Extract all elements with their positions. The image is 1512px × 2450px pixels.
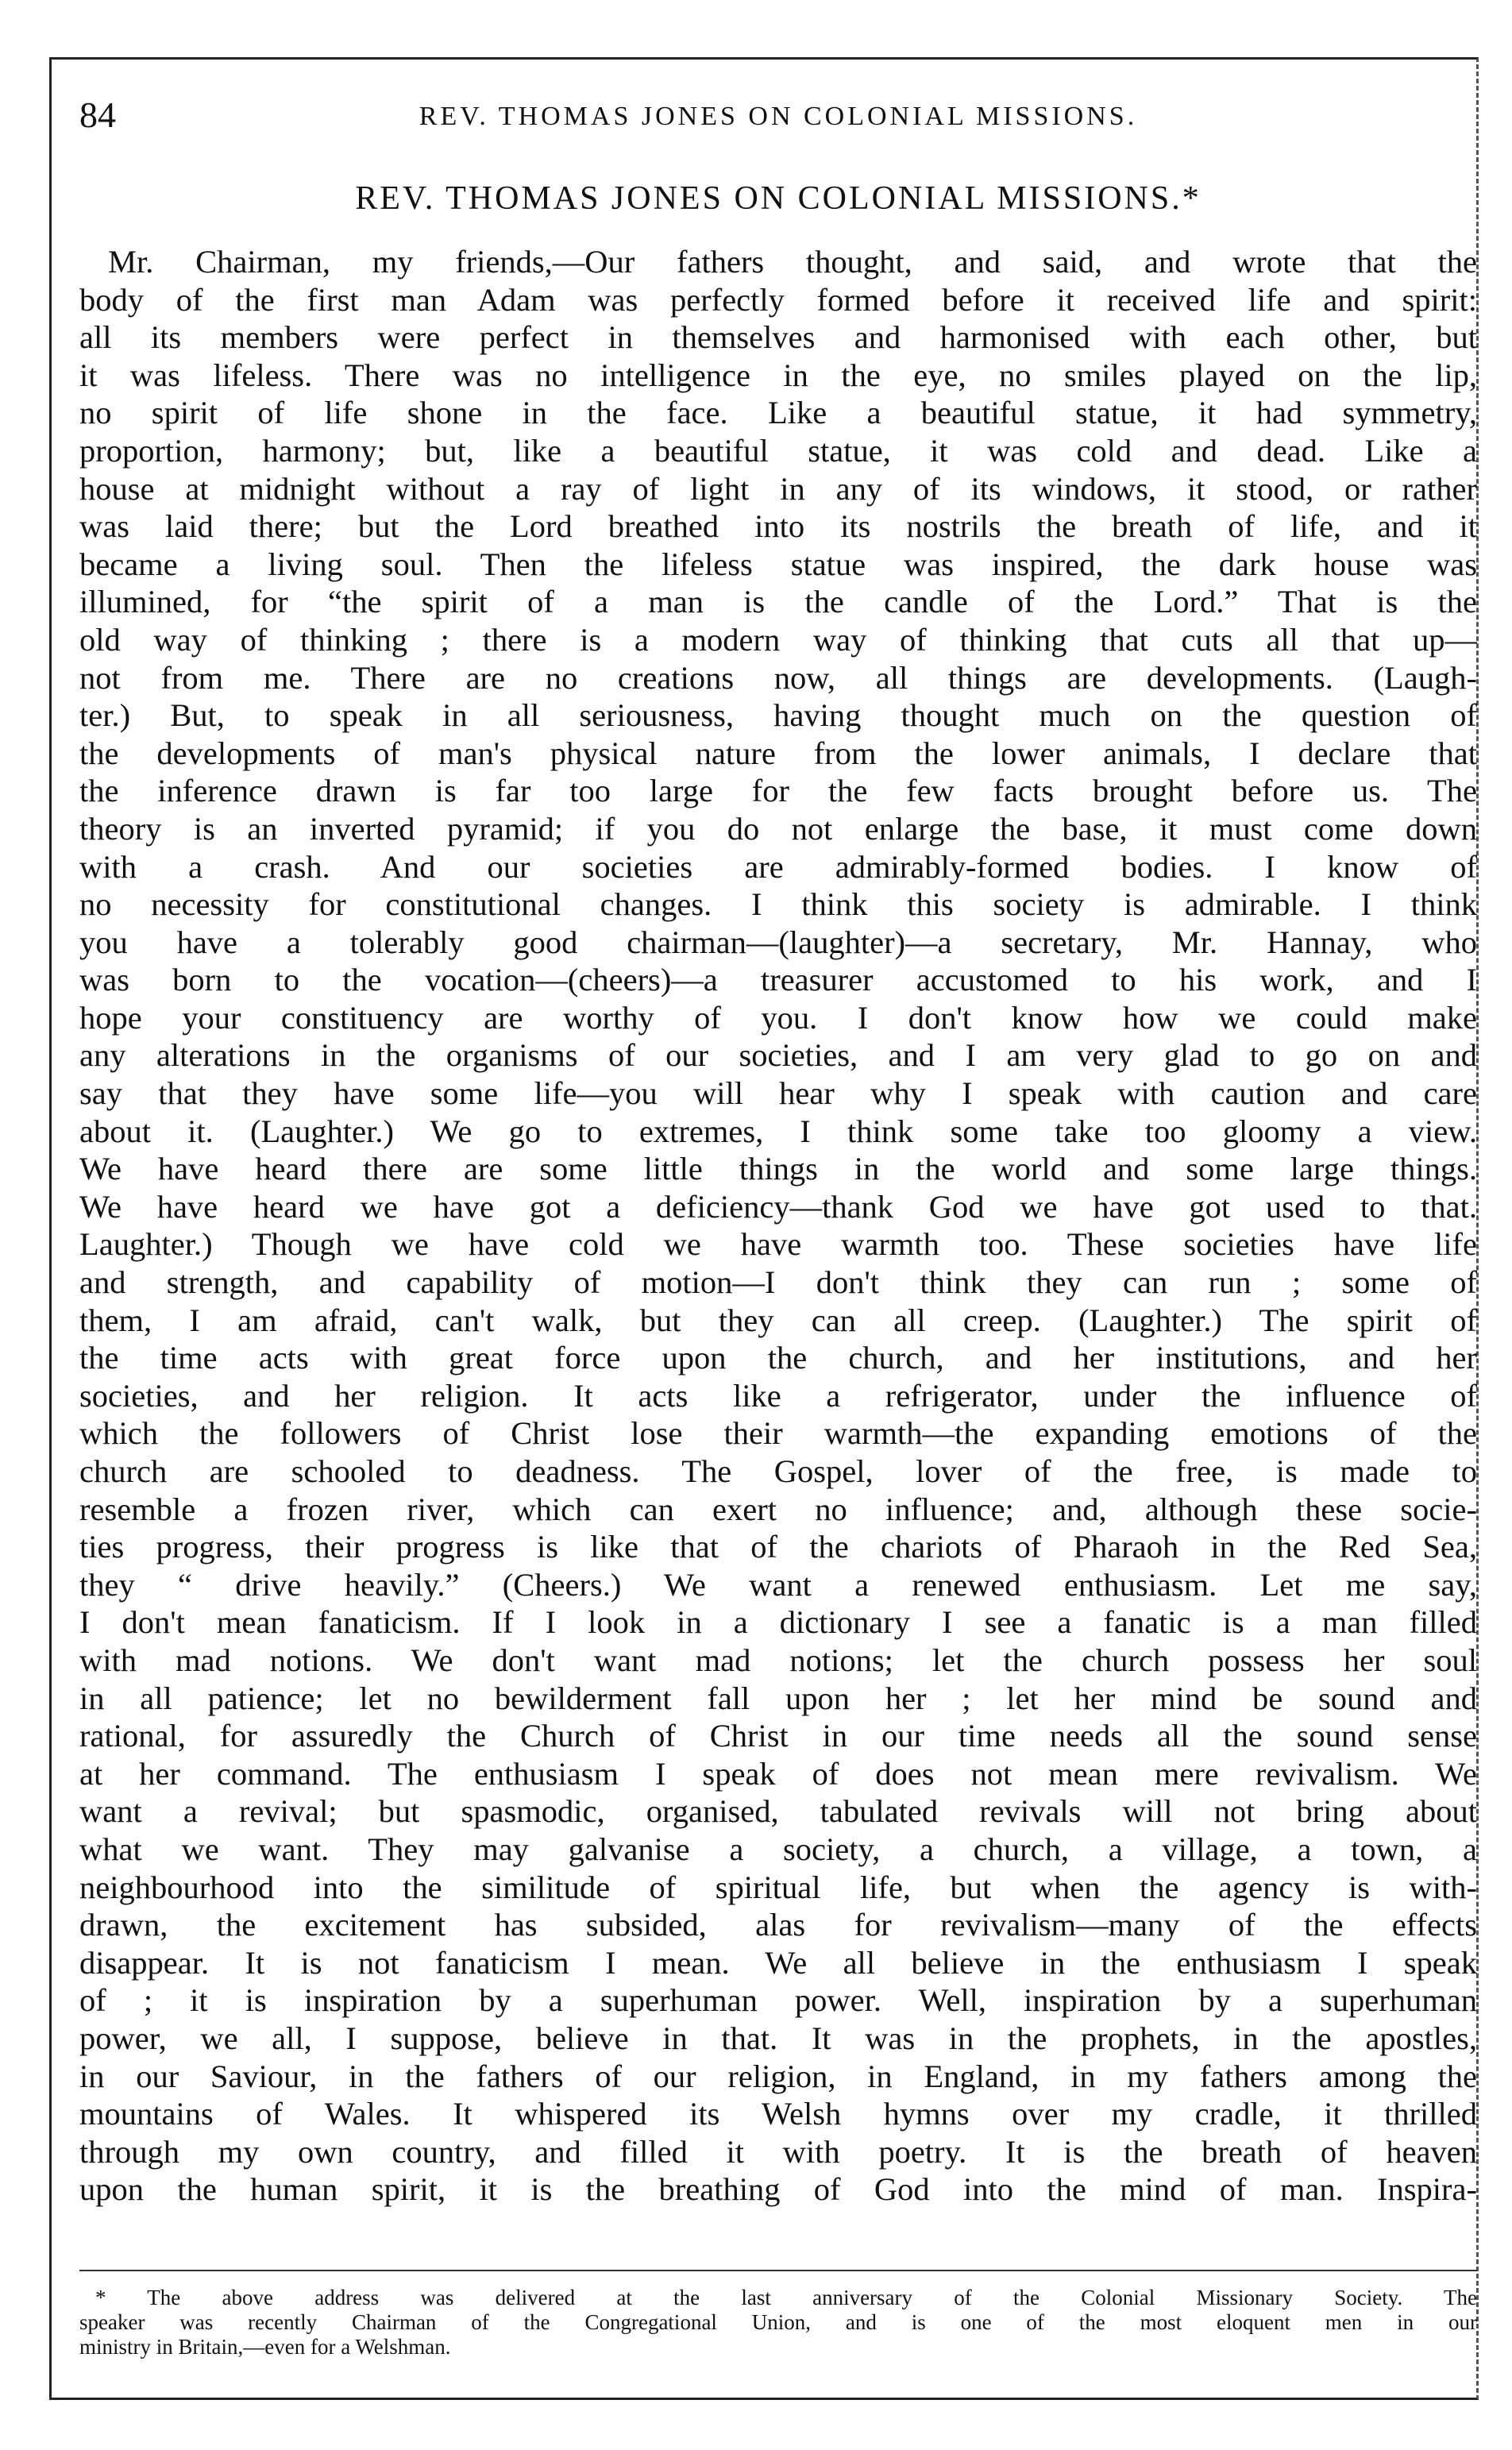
body-line: drawn, the excitement has subsided, alas for revivalism—many of the effects (79, 1907, 1477, 1943)
page-number: 84 (79, 95, 116, 135)
body-line: all its members were perfect in themselves and harmonised with each other, but (79, 319, 1477, 356)
body-line: We have heard there are some little things in the world and some large things. (79, 1151, 1477, 1187)
body-line: ties progress, their progress is like that of the chariots of Pharaoh in the Red Sea, (79, 1529, 1477, 1565)
body-line: which the followers of Christ lose their warmth—the expanding emotions of the (79, 1415, 1477, 1452)
body-line: not from me. There are no creations now, all things are developments. (Laugh- (79, 659, 1477, 696)
body-line: was born to the vocation—(cheers)—a treasurer accustomed to his work, and I (79, 962, 1477, 998)
article-title: REV. THOMAS JONES ON COLONIAL MISSIONS.* (355, 180, 1202, 217)
body-line: in our Saviour, in the fathers of our religion, in England, in my fathers among the (79, 2058, 1477, 2094)
body-line: no necessity for constitutional changes. I think this society is admirable. I think (79, 886, 1477, 923)
body-line: about it. (Laughter.) We go to extremes, I think some take too gloomy a view. (79, 1113, 1477, 1149)
body-line: say that they have some life—you will hear why I speak with caution and care (79, 1075, 1477, 1112)
body-line: the developments of man's physical nature from the lower animals, I declare that (79, 735, 1477, 771)
running-head (79, 94, 1477, 149)
body-line: church are schooled to deadness. The Gospel, lover of the free, is made to (79, 1453, 1477, 1489)
body-line: it was lifeless. There was no intelligence in the eye, no smiles played on the lip, (79, 357, 1477, 393)
body-line: upon the human spirit, it is the breathing of God into the mind of man. Inspira- (79, 2171, 1477, 2208)
body-line: became a living soul. Then the lifeless statue was inspired, the dark house was (79, 546, 1477, 582)
body-line: at her command. The enthusiasm I speak of does not mean mere revivalism. We (79, 1755, 1477, 1792)
body-line: Mr. Chairman, my friends,—Our fathers thought, and said, and wrote that the (108, 244, 1477, 280)
body-line: illumined, for “the spirit of a man is the candle of the Lord.” That is the (79, 584, 1477, 620)
running-title: REV. THOMAS JONES ON COLONIAL MISSIONS. (418, 102, 1138, 131)
body-line: mountains of Wales. It whispered its Welsh hymns over my cradle, it thrilled (79, 2096, 1477, 2132)
body-line: body of the first man Adam was perfectly formed before it received life and spirit: (79, 281, 1477, 318)
body-line: with a crash. And our societies are admirably-formed bodies. I know of (79, 848, 1477, 885)
footnote-line: * The above address was delivered at the last anniversary of the Colonial Missionary Society. The (95, 2286, 1477, 2309)
body-line: old way of thinking ; there is a modern way of thinking that cuts all that up— (79, 621, 1477, 658)
body-line: the time acts with great force upon the church, and her institutions, and her (79, 1340, 1477, 1376)
footnote-rule (79, 2270, 1477, 2271)
body-line: and strength, and capability of motion—I don't think they can run ; some of (79, 1264, 1477, 1301)
body-line: disappear. It is not fanaticism I mean. We all believe in the enthusiasm I speak (79, 1944, 1477, 1981)
body-line: in all patience; let no bewilderment fall upon her ; let her mind be sound and (79, 1680, 1477, 1716)
body-line: no spirit of life shone in the face. Like a beautiful statue, it had symmetry, (79, 395, 1477, 431)
body-line: they “ drive heavily.” (Cheers.) We want a renewed enthusiasm. Let me say, (79, 1566, 1477, 1603)
body-line: want a revival; but spasmodic, organised, tabulated revivals will not bring about (79, 1793, 1477, 1830)
body-line: them, I am afraid, can't walk, but they can all creep. (Laughter.) The spirit of (79, 1302, 1477, 1338)
body-line: was laid there; but the Lord breathed into its nostrils the breath of life, and it (79, 508, 1477, 545)
body-line: any alterations in the organisms of our societies, and I am very glad to go on and (79, 1037, 1477, 1074)
body-line: neighbourhood into the similitude of spiritual life, but when the agency is with- (79, 1869, 1477, 1905)
body-line: societies, and her religion. It acts like a refrigerator, under the influence of (79, 1377, 1477, 1414)
body-line: house at midnight without a ray of light in any of its windows, it stood, or rather (79, 470, 1477, 507)
body-line: what we want. They may galvanise a society, a church, a village, a town, a (79, 1831, 1477, 1867)
footnote (79, 2286, 1477, 2359)
body-line: hope your constituency are worthy of you. I don't know how we could make (79, 999, 1477, 1036)
body-line: resemble a frozen river, which can exert no influence; and, although these socie- (79, 1491, 1477, 1527)
body-line: power, we all, I suppose, believe in that. It was in the prophets, in the apostles, (79, 2020, 1477, 2056)
footnote-line: ministry in Britain,—even for a Welshman. (79, 2335, 451, 2359)
body-line: We have heard we have got a deficiency—thank God we have got used to that. (79, 1188, 1477, 1225)
body-line: with mad notions. We don't want mad notions; let the church possess her soul (79, 1642, 1477, 1678)
footnote-line: speaker was recently Chairman of the Congregational Union, and is one of the most eloquent men in our (79, 2310, 1477, 2334)
body-line: I don't mean fanaticism. If I look in a dictionary I see a fanatic is a man filled (79, 1604, 1477, 1641)
body-line: rational, for assuredly the Church of Christ in our time needs all the sound sense (79, 1718, 1477, 1754)
body-line: the inference drawn is far too large for the few facts brought before us. The (79, 773, 1477, 809)
body-line: of ; it is inspiration by a superhuman power. Well, inspiration by a superhuman (79, 1982, 1477, 2019)
article-body (79, 243, 1477, 2209)
body-line: you have a tolerably good chairman—(laughter)—a secretary, Mr. Hannay, who (79, 924, 1477, 960)
body-line: Laughter.) Though we have cold we have warmth too. These societies have life (79, 1226, 1477, 1263)
body-line: ter.) But, to speak in all seriousness, having thought much on the question of (79, 697, 1477, 734)
body-line: through my own country, and filled it with poetry. It is the breath of heaven (79, 2133, 1477, 2170)
body-line: proportion, harmony; but, like a beautiful statue, it was cold and dead. Like a (79, 432, 1477, 469)
body-line: theory is an inverted pyramid; if you do not enlarge the base, it must come down (79, 810, 1477, 847)
